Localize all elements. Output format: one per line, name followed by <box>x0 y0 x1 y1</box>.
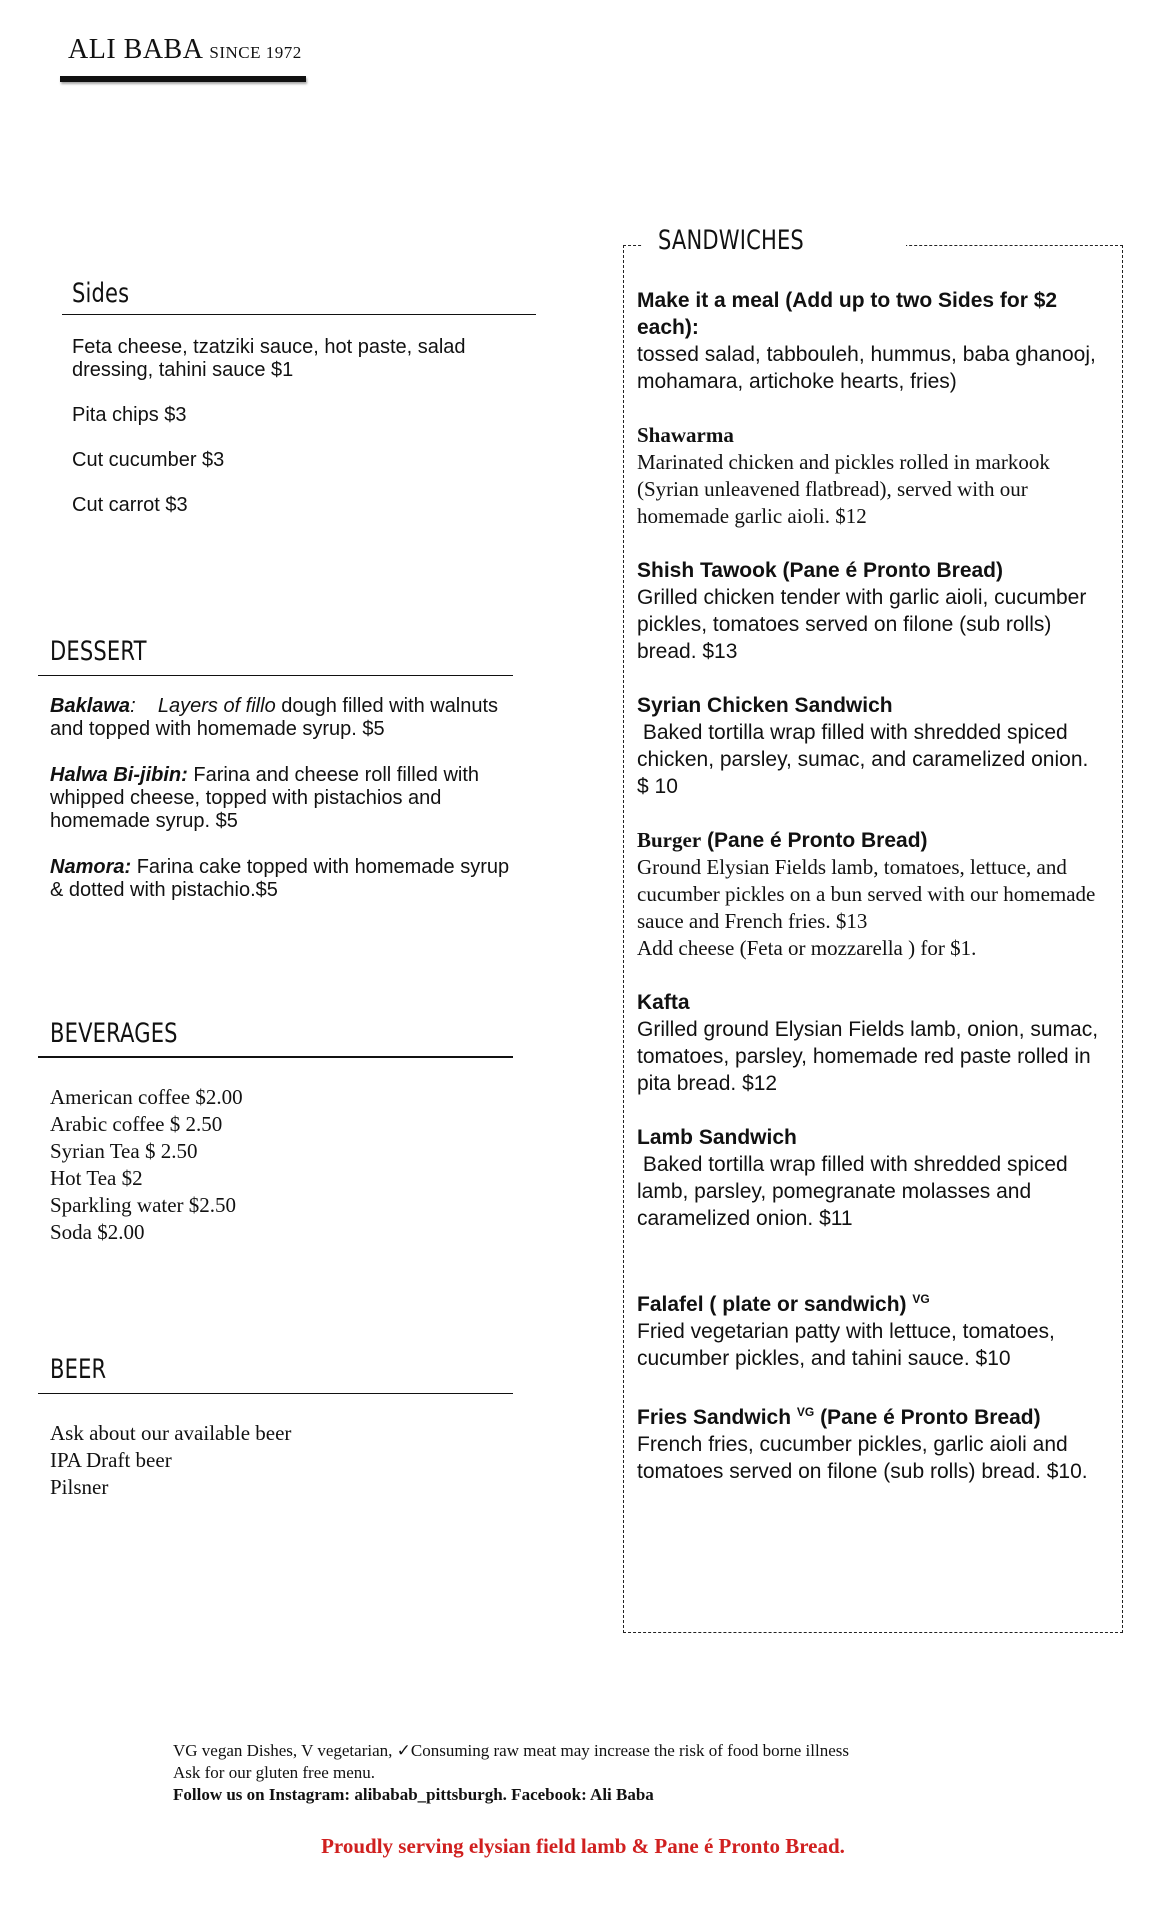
beer-list <box>50 1420 291 1501</box>
beverage-item: Arabic coffee $ 2.50 <box>50 1112 223 1136</box>
beverage-item: American coffee $2.00 <box>50 1085 243 1109</box>
beverage-item: Soda $2.00 <box>50 1220 145 1244</box>
sandwich-item-desc: French fries, cucumber pickles, garlic aioli and tomatoes served on filone (sub rolls) bread. $10. <box>637 1433 1088 1483</box>
sandwich-item <box>637 422 1107 530</box>
dessert-heading: DESSERT <box>50 636 147 667</box>
dessert-item-name: Baklawa <box>50 695 131 717</box>
sandwich-item-name-line <box>637 1399 1107 1431</box>
sides-item: Pita chips $3 <box>72 404 187 426</box>
sandwich-item-desc: Marinated chicken and pickles rolled in markook (Syrian unleavened flatbread), served with our homemade garlic aioli. $12 <box>637 450 1050 528</box>
sandwich-item <box>637 692 1107 800</box>
dessert-item <box>50 695 520 741</box>
footer-tagline: Proudly serving elysian field lamb & Pane é Pronto Bread. <box>321 1834 845 1858</box>
sandwich-item-desc: Fried vegetarian patty with lettuce, tomatoes, cucumber pickles, and tahini sauce. $10 <box>637 1320 1055 1370</box>
sides-list <box>72 336 532 539</box>
sandwich-item-name: Kafta <box>637 991 690 1014</box>
sides-item: Cut cucumber $3 <box>72 449 225 471</box>
dessert-item-desc: Farina and cheese roll filled with whipped cheese, topped with pistachios and homemade syrup. $5 <box>50 764 480 832</box>
vegan-marker: VG <box>912 1292 930 1306</box>
dessert-item-name: Namora: <box>50 856 132 878</box>
sides-divider <box>62 314 536 315</box>
sandwich-item-desc: Baked tortilla wrap filled with shredded spiced chicken, parsley, sumac, and caramelized onion. $ 10 <box>637 721 1101 798</box>
dessert-item-desc: Farina cake topped with homemade syrup & dotted with pistachio.$5 <box>50 856 510 901</box>
sandwich-item <box>637 1286 1107 1372</box>
beer-item: IPA Draft beer <box>50 1448 172 1472</box>
sides-item: Feta cheese, tzatziki sauce, hot paste, salad dressing, tahini sauce $1 <box>72 336 466 381</box>
beer-heading: BEER <box>50 1354 107 1385</box>
sandwich-item <box>637 1124 1107 1232</box>
sandwich-item-name: Burger <box>637 828 702 852</box>
brand-underline <box>60 76 306 82</box>
sandwich-item-name: Syrian Chicken Sandwich <box>637 694 893 717</box>
beverage-item: Syrian Tea $ 2.50 <box>50 1139 198 1163</box>
sandwich-item <box>637 827 1107 962</box>
sandwich-item-desc: Ground Elysian Fields lamb, tomatoes, lettuce, and cucumber pickles on a bun served with our homemade sauce and French fries. $13 <box>637 855 1096 933</box>
sandwich-item-desc: Grilled chicken tender with garlic aioli, cucumber pickles, tomatoes served on filone (sub rolls) bread. $13 <box>637 586 1087 663</box>
dessert-divider <box>38 675 513 676</box>
dessert-item-desc: dough filled with walnuts and topped with homemade syrup. $5 <box>50 695 499 740</box>
dessert-item <box>50 856 520 902</box>
sandwich-item-name-line <box>637 827 1107 854</box>
sandwich-item-name: Shish Tawook (Pane é Pronto Bread) <box>637 559 1004 582</box>
sides-item: Cut carrot $3 <box>72 494 188 516</box>
dessert-item <box>50 764 520 833</box>
sandwich-item-desc: Grilled ground Elysian Fields lamb, onion, sumac, tomatoes, parsley, homemade red paste rolled in pita bread. $12 <box>637 1018 1099 1095</box>
sandwich-item-desc: Baked tortilla wrap filled with shredded spiced lamb, parsley, pomegranate molasses and caramelized onion. $11 <box>637 1153 1074 1230</box>
footer-legend: VG vegan Dishes, V vegetarian, ✓Consuming raw meat may increase the risk of food borne illness <box>173 1741 849 1760</box>
sandwich-item-name: Fries Sandwich <box>637 1406 797 1429</box>
beer-item: Ask about our available beer <box>50 1421 292 1445</box>
brand-logo <box>68 34 302 66</box>
sides-heading: Sides <box>72 278 130 309</box>
sandwich-item-name: Shawarma <box>637 423 734 447</box>
sandwich-item-name-suffix: (Pane é Pronto Bread) <box>701 829 928 852</box>
sandwich-item-name: Falafel ( plate or sandwich) <box>637 1293 913 1316</box>
sandwich-item-name: Make it a meal (Add up to two Sides for $2 each): <box>637 289 1058 339</box>
sandwich-item-name: Lamb Sandwich <box>637 1126 797 1149</box>
sandwiches-heading: SANDWICHES <box>658 225 804 256</box>
dessert-list <box>50 695 520 925</box>
footer-notes <box>173 1740 849 1806</box>
sandwiches-list <box>637 287 1107 1512</box>
beverages-heading: BEVERAGES <box>50 1018 178 1049</box>
dessert-item-sep: : <box>130 695 158 717</box>
beer-item: Pilsner <box>50 1475 109 1499</box>
beverage-item: Sparkling water $2.50 <box>50 1193 237 1217</box>
sandwich-item-name-suffix: (Pane é Pronto Bread) <box>814 1406 1041 1429</box>
sandwich-item <box>637 989 1107 1097</box>
sandwich-item-name-line <box>637 1286 1107 1318</box>
sandwich-item <box>637 557 1107 665</box>
vegan-marker: VG <box>796 1405 815 1419</box>
dessert-item-italic: Layers of fillo <box>157 695 276 717</box>
sandwich-item <box>637 1399 1107 1485</box>
beverages-list <box>50 1084 243 1246</box>
beverage-item: Hot Tea $2 <box>50 1166 143 1190</box>
brand-name: ALI BABA <box>68 34 202 65</box>
sandwich-item <box>637 287 1107 395</box>
footer-gluten-free: Ask for our gluten free menu. <box>173 1763 376 1782</box>
sandwich-item-addon: Add cheese (Feta or mozzarella ) for $1. <box>637 936 977 960</box>
brand-since: SINCE 1972 <box>209 43 302 62</box>
dessert-item-name: Halwa Bi-jibin: <box>50 764 188 786</box>
beverages-divider <box>38 1056 513 1058</box>
footer-social: Follow us on Instagram: alibabab_pittsburgh. Facebook: Ali Baba <box>173 1785 654 1804</box>
sandwich-item-desc: tossed salad, tabbouleh, hummus, baba ghanooj, mohamara, artichoke hearts, fries) <box>637 343 1096 393</box>
beer-divider <box>38 1393 513 1394</box>
